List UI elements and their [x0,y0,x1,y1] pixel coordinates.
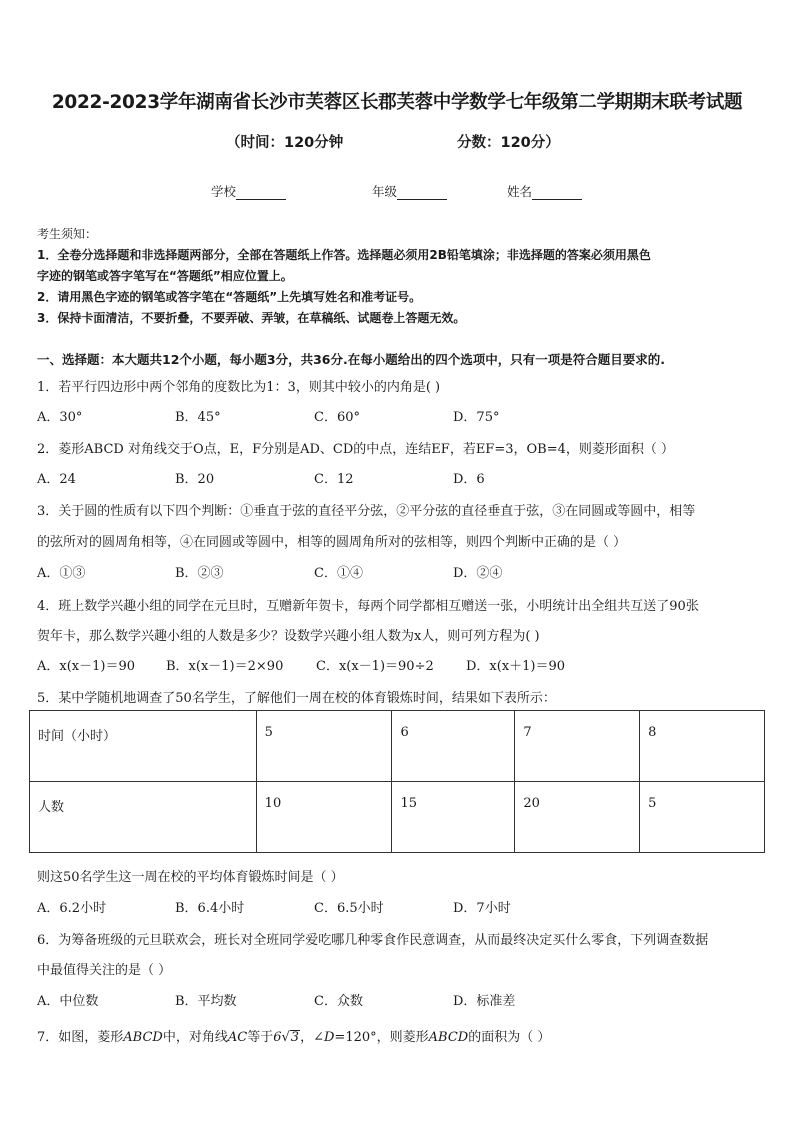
question-7 [37,1026,550,1045]
q7-rhombus-name: ABCD [428,1030,469,1045]
total-score: 分数：120分） [457,135,560,151]
table-cell: 5 [256,711,392,782]
q1-option-d[interactable]: D．75° [453,410,500,425]
q7-suffix: 的面积为（ ） [468,1030,551,1045]
q2-option-c[interactable]: C．12 [314,472,354,487]
q5-option-b[interactable]: B．6.4小时 [175,901,245,916]
q4-option-c[interactable]: C．x(x－1)＝90÷2 [316,659,434,674]
grade-label: 年级 [372,184,398,199]
table-cell: 7 [515,711,640,782]
question-4-line2: 贺年卡，那么数学兴趣小组的人数是多少？设数学兴趣小组人数为x人，则可列方程为( ) [37,629,540,644]
notice-item: 3．保持卡面清洁，不要折叠，不要弄破、弄皱，在草稿纸、试题卷上答题无效。 [37,311,466,325]
q7-text: 中，对角线 [162,1030,228,1045]
question-1: 1．若平行四边形中两个邻角的度数比为1：3，则其中较小的内角是( ) [37,380,441,395]
name-label: 姓名 [507,184,533,199]
q1-option-b[interactable]: B．45° [175,410,221,425]
q2-option-a[interactable]: A．24 [37,472,76,487]
sqrt-icon: √ [281,1030,290,1045]
q4-option-b[interactable]: B．x(x－1)＝2×90 [166,659,284,674]
table-cell: 10 [256,782,392,853]
notice-item: 1．全卷分选择题和非选择题两部分，全部在答题纸上作答。选择题必须用2B铅笔填涂；非选择题的答案必须用黑色 [37,248,651,262]
table-cell: 时间（小时） [30,711,257,782]
question-5-followup: 则这50名学生这一周在校的平均体育锻炼时间是（ ） [37,870,344,885]
q7-text: 等于 [247,1030,274,1045]
notice-heading: 考生须知： [37,227,98,241]
q3-option-c[interactable]: C．①④ [314,566,363,581]
exam-subtitle [0,131,794,151]
q1-option-c[interactable]: C．60° [314,410,360,425]
q6-option-a[interactable]: A．中位数 [37,994,99,1009]
school-label: 学校 [211,184,237,199]
q6-option-c[interactable]: C．众数 [314,994,363,1009]
q2-option-b[interactable]: B．20 [175,472,215,487]
q4-option-a[interactable]: A．x(x－1)＝90 [37,659,136,674]
table-row [30,711,765,782]
question-3-line1: 3．关于圆的性质有以下四个判断：①垂直于弦的直径平分弦，②平分弦的直径垂直于弦，③在同圆或等圆中，相等 [37,504,696,519]
q6-option-d[interactable]: D．标准差 [453,994,516,1009]
q4-option-d[interactable]: D．x(x＋1)＝90 [466,659,566,674]
q7-diagonal-name: AC [227,1030,248,1045]
q7-prefix: 7．如图，菱形 [37,1030,124,1045]
q3-option-a[interactable]: A．①③ [37,566,86,581]
exercise-time-table [29,710,765,853]
q3-option-d[interactable]: D．②④ [453,566,503,581]
table-cell: 5 [640,782,765,853]
q7-radicand: 3 [290,1030,300,1045]
time-limit: （时间：120分钟 [226,135,344,151]
q5-option-d[interactable]: D．7小时 [453,901,511,916]
q6-option-b[interactable]: B．平均数 [175,994,237,1009]
section-heading: 一、选择题：本大题共12个小题，每小题3分，共36分.在每小题给出的四个选项中，只有一项是符合题目要求的. [37,352,665,367]
q7-angle-vertex: D [323,1030,335,1045]
q2-option-d[interactable]: D．6 [453,472,485,487]
q7-text: =120°，则菱形 [334,1030,429,1045]
table-cell: 6 [392,711,515,782]
q7-coefficient: 6 [273,1030,282,1045]
q7-rhombus-name: ABCD [123,1030,163,1045]
question-6-line1: 6．为筹备班级的元旦联欢会，班长对全班同学爱吃哪几种零食作民意调查，从而最终决定买什么零食，下列调查数据 [37,933,709,948]
name-field[interactable] [507,182,582,200]
q5-option-a[interactable]: A．6.2小时 [37,901,107,916]
school-field[interactable] [211,182,286,200]
table-cell: 人数 [30,782,257,853]
question-5: 5．某中学随机地调查了50名学生，了解他们一周在校的体育锻炼时间，结果如下表所示： [37,691,556,706]
notice-item: 2．请用黑色字迹的钢笔或答字笔在“答题纸”上先填写姓名和准考证号。 [37,290,422,304]
q3-option-b[interactable]: B．②③ [175,566,224,581]
table-row [30,782,765,853]
notice-item: 字迹的钢笔或答字笔写在“答题纸”相应位置上。 [37,269,293,283]
q1-option-a[interactable]: A．30° [37,410,83,425]
question-2: 2．菱形ABCD 对角线交于O点，E，F分别是AD、CD的中点，连结EF，若EF=3，OB=4，则菱形面积（ ） [37,442,674,457]
q7-text: ，∠ [300,1030,324,1045]
grade-field[interactable] [372,182,447,200]
table-cell: 8 [640,711,765,782]
q5-option-c[interactable]: C．6.5小时 [314,901,384,916]
question-6-line2: 中最值得关注的是（ ） [37,963,172,978]
exam-title: 2022-2023学年湖南省长沙市芙蓉区长郡芙蓉中学数学七年级第二学期期末联考试题 [51,92,743,113]
table-cell: 20 [515,782,640,853]
table-cell: 15 [392,782,515,853]
question-3-line2: 的弦所对的圆周角相等，④在同圆或等圆中，相等的圆周角所对的弦相等，则四个判断中正确的是（ ） [37,535,627,550]
question-4-line1: 4．班上数学兴趣小组的同学在元旦时，互赠新年贺卡，每两个同学都相互赠送一张，小明统计出全组共互送了90张 [37,599,699,614]
student-info [0,182,794,200]
